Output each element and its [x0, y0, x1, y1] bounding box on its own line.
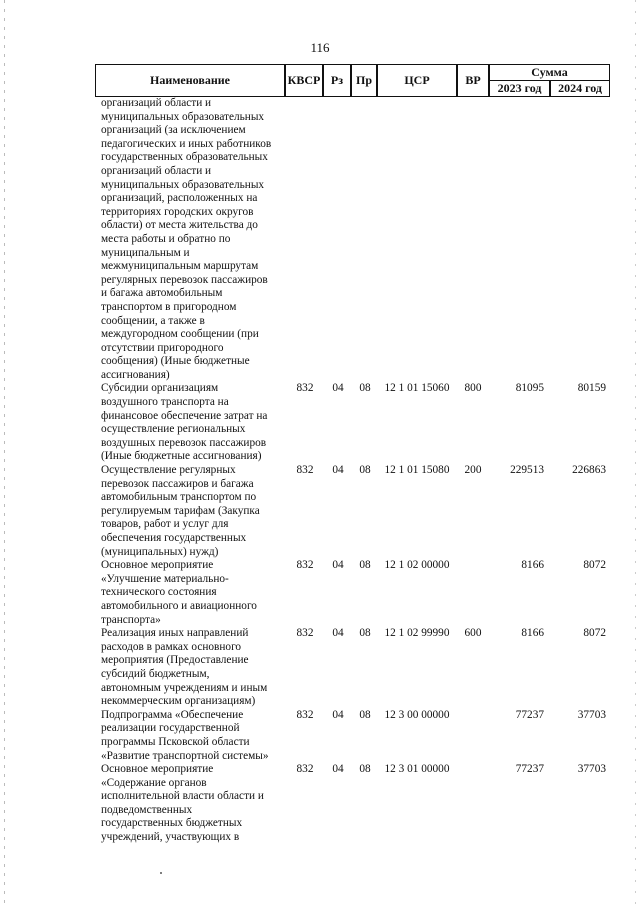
cell-vr: 200 — [464, 464, 482, 477]
header-vr: ВР — [457, 64, 489, 97]
cell-sum-2024: 8072 — [583, 627, 606, 640]
cell-pr: 08 — [359, 559, 371, 572]
cell-vr: 600 — [464, 627, 482, 640]
table-row — [0, 763, 640, 845]
cell-sum-2023: 229513 — [510, 464, 544, 477]
cell-pr: 08 — [359, 763, 371, 776]
cell-csr: 12 3 01 00000 — [384, 763, 450, 776]
cell-rz: 04 — [332, 464, 344, 477]
cell-sum-2023: 8166 — [521, 627, 544, 640]
table-row — [0, 709, 640, 763]
cell-rz: 04 — [332, 763, 344, 776]
cell-kvsr: 832 — [296, 763, 314, 776]
table-row — [0, 464, 640, 559]
cell-csr: 12 1 01 15060 — [384, 382, 450, 395]
header-csr: ЦСР — [377, 64, 457, 97]
cell-rz: 04 — [332, 708, 344, 721]
cell-sum-2023: 77237 — [515, 763, 544, 776]
cell-sum-2024: 80159 — [577, 382, 606, 395]
cell-sum-2024: 8072 — [583, 559, 606, 572]
cell-kvsr: 832 — [296, 382, 314, 395]
cell-csr: 12 1 02 99990 — [384, 627, 450, 640]
header-sum: Сумма — [489, 64, 610, 81]
cell-pr: 08 — [359, 627, 371, 640]
cell-name: Основное мероприятие «Содержание органов исполнительной власти области и подведомственных государственных бюджетных учреждений, участвующих в — [101, 763, 264, 844]
cell-rz: 04 — [332, 382, 344, 395]
table-body — [0, 97, 640, 845]
cell-name: Подпрограмма «Обеспечение реализации государственной программы Псковской области «Развитие транспортной системы» — [101, 708, 269, 762]
table-row — [0, 382, 640, 464]
cell-csr: 12 1 01 15080 — [384, 464, 450, 477]
cell-name: Субсидии организациям воздушного транспорта на финансовое обеспечение затрат на осуществление региональных воздушных перевозок пассажиров (Иные бюджетные ассигнования) — [101, 382, 268, 463]
cell-kvsr: 832 — [296, 464, 314, 477]
cell-name: Осуществление регулярных перевозок пассажиров и багажа автомобильным транспортом по регулируемым тарифам (Закупка товаров, работ и услуг для обеспечения государственных (муниципальных) нужд) — [101, 464, 260, 558]
header-pr: Пр — [351, 64, 377, 97]
cell-sum-2024: 37703 — [577, 763, 606, 776]
table-row — [0, 97, 640, 382]
cell-sum-2023: 81095 — [515, 382, 544, 395]
header-name: Наименование — [95, 64, 285, 97]
cell-name: Основное мероприятие «Улучшение материально- технического состояния автомобильного и авиационного транспорта» — [101, 559, 257, 626]
cell-kvsr: 832 — [296, 627, 314, 640]
cell-pr: 08 — [359, 464, 371, 477]
table-row — [0, 627, 640, 709]
table-header — [96, 64, 610, 97]
cell-rz: 04 — [332, 559, 344, 572]
cell-vr: 800 — [464, 382, 482, 395]
table-row — [0, 559, 640, 627]
page-number: 116 — [310, 40, 330, 55]
cell-name: Реализация иных направлений расходов в рамках основного мероприятия (Предоставление субсидий бюджетным, автономным учреждениям и иным некоммерческим организациям) — [101, 627, 268, 708]
cell-sum-2024: 37703 — [577, 708, 606, 721]
header-kvsr: КВСР — [285, 64, 323, 97]
cell-csr: 12 1 02 00000 — [384, 559, 450, 572]
cell-sum-2023: 77237 — [515, 708, 544, 721]
cell-sum-2024: 226863 — [572, 464, 606, 477]
cell-csr: 12 3 00 00000 — [384, 708, 450, 721]
cell-kvsr: 832 — [296, 708, 314, 721]
header-year-2024: 2024 год — [550, 80, 610, 97]
cell-sum-2023: 8166 — [521, 559, 544, 572]
scan-speck — [160, 872, 162, 874]
cell-rz: 04 — [332, 627, 344, 640]
cell-name: организаций области и муниципальных образовательных организаций (за исключением педагогических и иных работников государственных образовательных организаций области и муниципальных образовательных организаций, расположенных на территориях городских округов области) от места жительства до места работы и обратно по муниципальным и межмуниципальным маршрутам регулярных перевозок пассажиров и багажа автомобильным транспортом в пригородном сообщении, а также в междугородном сообщении (при отсутствии пригородного сообщения) (Иные бюджетные ассигнования) — [101, 97, 272, 381]
cell-pr: 08 — [359, 382, 371, 395]
header-rz: Рз — [323, 64, 351, 97]
cell-kvsr: 832 — [296, 559, 314, 572]
header-year-2023: 2023 год — [489, 80, 550, 97]
cell-pr: 08 — [359, 708, 371, 721]
